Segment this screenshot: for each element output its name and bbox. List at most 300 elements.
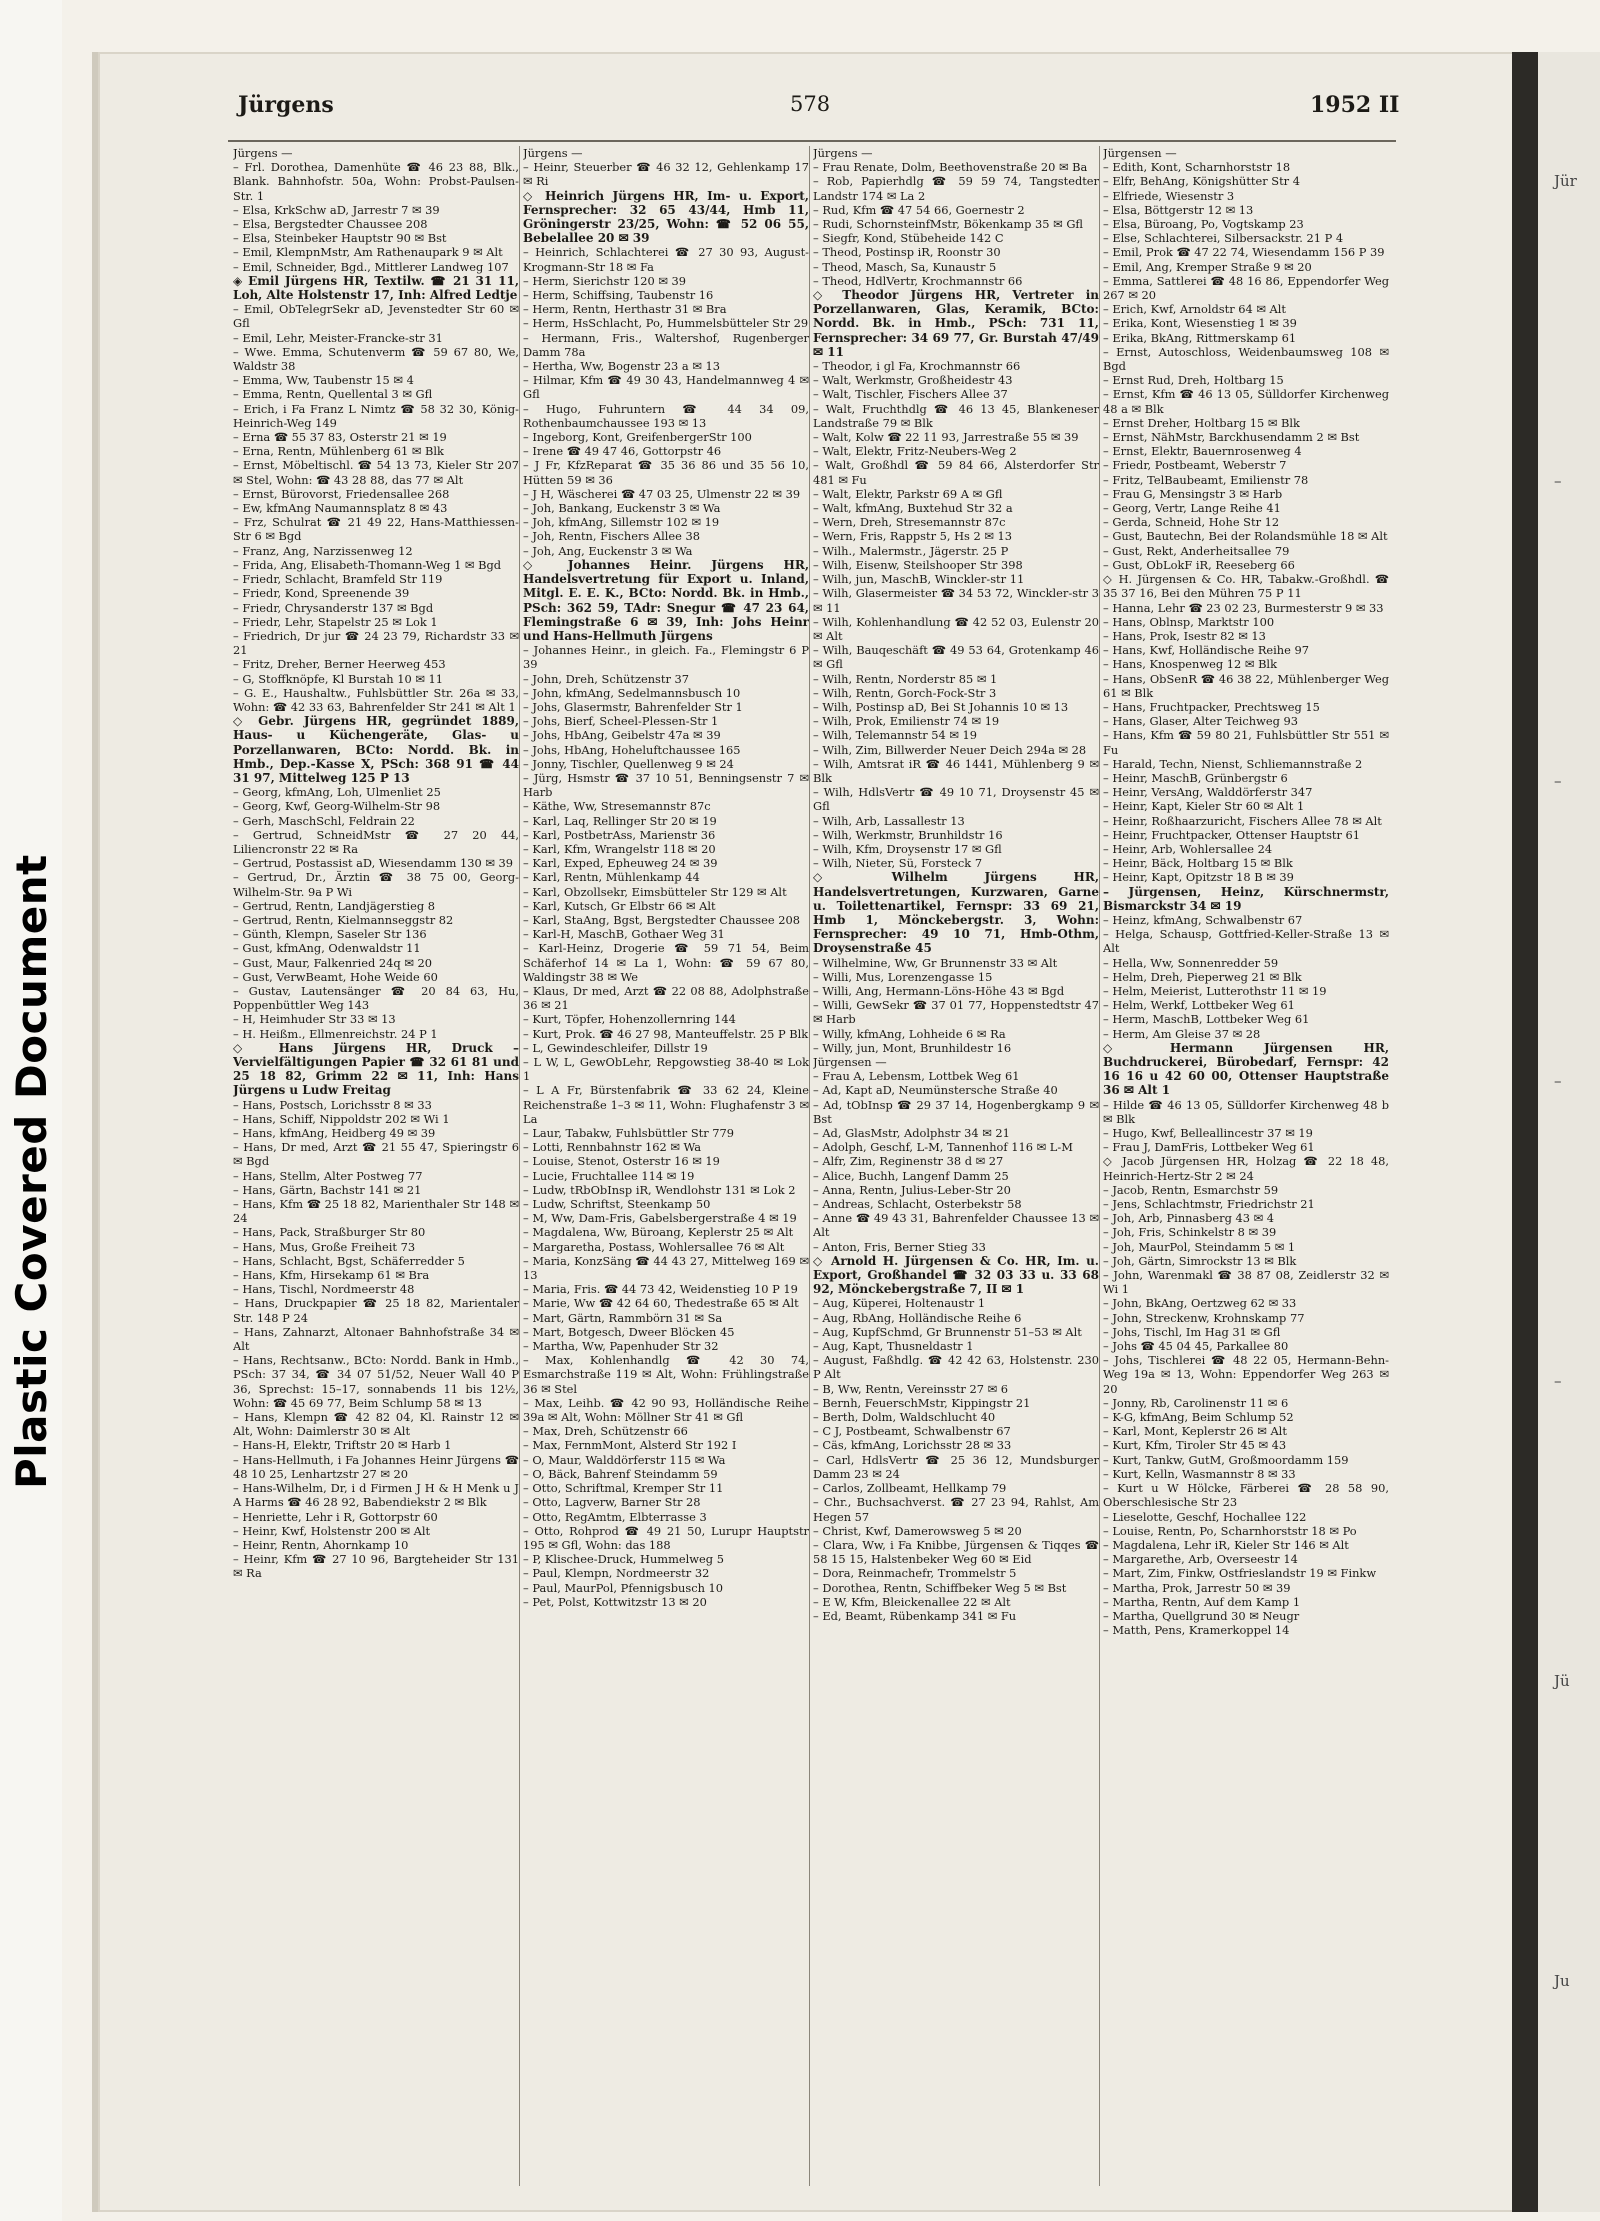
directory-entry: – Mart, Botgesch, Dweer Blöcken 45 [523,1324,735,1339]
directory-entry: – Gust, ObLokF iR, Reeseberg 66 [1103,557,1295,572]
directory-entry: – Louise, Rentn, Po, Scharnhorststr 18 ✉ Po [1103,1523,1357,1538]
directory-entry: – Theodor, i gl Fa, Krochmannstr 66 [813,359,1021,374]
directory-entry: – Kurt, Prok. ☎ 46 27 98, Manteuffelstr. 25 P Blk [523,1026,809,1041]
directory-entry: – Franz, Ang, Narzissenweg 12 [233,543,413,558]
directory-entry: – Pet, Polst, Kottwitzstr 13 ✉ 20 [523,1594,707,1609]
directory-entry: – Alice, Buchh, Langenf Damm 25 [813,1168,1009,1183]
directory-entry: – Frida, Ang, Elisabeth-Thomann-Weg 1 ✉ Bgd [233,557,502,572]
directory-entry: – Johs, Tischl, Im Hag 31 ✉ Gfl [1103,1324,1281,1339]
directory-entry: – Anna, Rentn, Julius-Leber-Str 20 [813,1182,1011,1197]
directory-entry: – Wilh, Telemannstr 54 ✉ 19 [813,728,978,743]
directory-entry: – Friedrich, Dr jur ☎ 24 23 79, Richardstr 33 ✉ 21 [233,628,519,658]
directory-entry: – E W, Kfm, Bleickenallee 22 ✉ Alt [813,1594,1011,1609]
directory-entry: – Emil, KlempnMstr, Am Rathenaupark 9 ✉ Alt [233,245,503,260]
directory-entry: – Ew, kfmAng Naumannsplatz 8 ✉ 43 [233,501,448,516]
directory-entry: – Hans, Mus, Große Freiheit 73 [233,1239,416,1254]
directory-entry: – Elsa, Steinbeker Hauptstr 90 ✉ Bst [233,231,447,246]
directory-entry: – Frl. Dorothea, Damenhüte ☎ 46 23 88, Blk., Blank. Bahnhofstr. 50a, Wohn: Probst-Paulsen-Str. 1 [233,160,519,203]
directory-entry: – Helm, Werkf, Lottbeker Weg 61 [1103,998,1295,1013]
directory-entry: – Gustav, Lautensänger ☎ 20 84 63, Hu, Poppenbüttler Weg 143 [233,983,519,1013]
directory-entry: Jürgens — [813,146,873,160]
directory-entry: – Gertrud, Rentn, Kielmannseggstr 82 [233,912,454,927]
directory-entry: – Erika, Kont, Wiesenstieg 1 ✉ 39 [1103,316,1297,331]
directory-entry: – Lotti, Rennbahnstr 162 ✉ Wa [523,1140,702,1155]
directory-entry: – Heinr, Bäck, Holtbarg 15 ✉ Blk [1103,856,1293,871]
directory-entry: – Joh, Arb, Pinnasberg 43 ✉ 4 [1103,1211,1275,1226]
directory-entry: – Margaretha, Postass, Wohlersallee 76 ✉ Alt [523,1239,785,1254]
plastic-covered-label: Plastic Covered Document [7,854,56,1489]
directory-entry: – Walt, Fruchthdlg ☎ 46 13 45, Blankeneser Landstraße 79 ✉ Blk [813,401,1099,430]
directory-entry: – Jacob, Rentn, Esmarchstr 59 [1103,1182,1279,1197]
directory-entry: – Käthe, Ww, Stresemannstr 87c [523,799,711,814]
directory-entry: – Hans, Schlacht, Bgst, Schäferredder 5 [233,1253,465,1268]
directory-entry: – Wilh, Eisenw, Steilshooper Str 398 [813,557,1023,572]
directory-entry: – Joh, Ang, Euckenstr 3 ✉ Wa [523,543,693,558]
directory-entry: – Aug, Kapt, Thusneldastr 1 [813,1339,974,1354]
directory-entry: – Elsa, KrkSchw aD, Jarrestr 7 ✉ 39 [233,202,440,217]
directory-entry: – Ernst, Bürovorst, Friedensallee 268 [233,486,450,501]
directory-entry: – Wilh, Amtsrat iR ☎ 46 1441, Mühlenberg 9 ✉ Blk [813,756,1099,785]
directory-entry: – Heinz, kfmAng, Schwalbenstr 67 [1103,912,1303,927]
directory-entry: – Andreas, Schlacht, Osterbekstr 58 [813,1197,1022,1212]
next-page-text: – [1554,1072,1562,1090]
directory-entry: – Dora, Reinmachefr, Trommelstr 5 [813,1566,1017,1581]
column-4 [1103,146,1389,2186]
directory-entry: – Karl-H, MaschB, Gothaer Weg 31 [523,927,725,942]
directory-entry: – Karl, PostbetrAss, Marienstr 36 [523,827,716,842]
directory-entry: – Gertrud, SchneidMstr ☎ 27 20 44, Liliencronstr 22 ✉ Ra [233,827,519,856]
directory-entry: – Hans, Rechtsanw., BCto: Nordd. Bank in Hmb., PSch: 37 34, ☎ 34 07 51/52, Neuer Wall 40 P 36, Sprechst: 15–17, sonnabends 11 bis 12½, Wohn: ☎ 45 69 77, Beim Schlump 58 ✉ 13 [233,1353,519,1410]
directory-entry: – Friedr, Chrysanderstr 137 ✉ Bgd [233,600,434,615]
directory-entry: – Martha, Quellgrund 30 ✉ Neugr [1103,1608,1300,1623]
directory-entry: – Hilmar, Kfm ☎ 49 30 43, Handelmannweg 4 ✉ Gfl [523,373,809,402]
directory-entry: – Wilh, Arb, Lassallestr 13 [813,813,965,828]
directory-entry: – Herm, Rentn, Herthastr 31 ✉ Bra [523,302,727,317]
directory-entry: – Elsa, Büroang, Po, Vogtskamp 23 [1103,217,1304,232]
directory-entry: – Hans, Zahnarzt, Altonaer Bahnhofstraße 34 ✉ Alt [233,1324,519,1354]
directory-entry: – Georg, Kwf, Georg-Wilhelm-Str 98 [233,799,441,814]
directory-entry: – Hans, ObSenR ☎ 46 38 22, Mühlenberger Weg 61 ✉ Blk [1103,671,1389,700]
directory-entry: – Kurt u W Hölcke, Färberei ☎ 28 58 90, Oberschlesische Str 23 [1103,1481,1389,1510]
directory-entry: – J H, Wäscherei ☎ 47 03 25, Ulmenstr 22 ✉ 39 [523,486,801,501]
directory-entry: – Emil, ObTelegrSekr aD, Jevenstedter Str 60 ✉ Gfl [233,302,519,331]
directory-entry: – Walt, Elektr, Fritz-Neubers-Weg 2 [813,444,1017,459]
directory-entry: – Henriette, Lehr i R, Gottorpstr 60 [233,1509,438,1524]
directory-entry: – Heinr, Fruchtpacker, Ottenser Hauptstr 61 [1103,827,1361,842]
directory-entry: – Wilh, Rentn, Norderstr 85 ✉ 1 [813,671,998,686]
directory-entry: – John, Warenmakl ☎ 38 87 08, Zeidlerstr 32 ✉ Wi 1 [1103,1268,1389,1297]
directory-entry: – Karl, Mont, Keplerstr 26 ✉ Alt [1103,1424,1287,1439]
page-number: 578 [790,92,831,116]
directory-entry: – Martha, Rentn, Auf dem Kamp 1 [1103,1594,1301,1609]
directory-entry: – Siegfr, Kond, Stübeheide 142 C [813,231,1004,246]
directory-entry: – Chr., Buchsachverst. ☎ 27 23 94, Rahlst, Am Hegen 57 [813,1495,1099,1524]
directory-entry: – Gust, kfmAng, Odenwaldstr 11 [233,941,421,956]
directory-entry: – August, Faßhdlg. ☎ 42 42 63, Holstenstr. 230 P Alt [813,1353,1099,1382]
running-head: Jürgens [238,92,334,118]
directory-entry: – Else, Schlachterei, Silbersackstr. 21 P 4 [1103,231,1344,246]
directory-entry: – Hans, Postsch, Lorichsstr 8 ✉ 33 [233,1097,432,1112]
directory-entry: – Hans-Wilhelm, Dr, i d Firmen J H & H Menk u J A Harms ☎ 46 28 92, Babendiekstr 2 ✉ Blk [233,1481,519,1510]
directory-entry: – Ernst, Möbeltischl. ☎ 54 13 73, Kieler Str 207 ✉ Stel, Wohn: ☎ 43 28 88, das 77 ✉ Alt [233,458,519,487]
directory-entry: – Johs, HbAng, Hoheluftchaussee 165 [523,742,741,757]
directory-entry: – Karl, Kutsch, Gr Elbstr 66 ✉ Alt [523,898,716,913]
directory-entry: – Hugo, Fuhruntern ☎ 44 34 09, Rothenbaumchaussee 193 ✉ 13 [523,401,809,430]
directory-entry: – Emma, Rentn, Quellental 3 ✉ Gfl [233,387,433,402]
directory-entry: – Hans, Klempn ☎ 42 82 04, Kl. Rainstr 12 ✉ Alt, Wohn: Daimlerstr 30 ✉ Alt [233,1410,519,1439]
directory-entry: – P, Klischee-Druck, Hummelweg 5 [523,1552,724,1567]
directory-entry: – Theod, HdlVertr, Krochmannstr 66 [813,273,1023,288]
directory-entry: – Friedr, Schlacht, Bramfeld Str 119 [233,572,443,587]
directory-entry: – Erna, Rentn, Mühlenberg 61 ✉ Blk [233,444,444,459]
directory-entry: – Heinr, Steuerber ☎ 46 32 12, Gehlenkamp 17 ✉ Ri [523,160,809,189]
directory-entry: – Wilh, Nieter, Sü, Forsteck 7 [813,856,983,871]
directory-entry: – Adolph, Geschf, L-M, Tannenhof 116 ✉ L-M [813,1140,1073,1155]
directory-entry: – Walt, Großhdl ☎ 59 84 66, Alsterdorfer Str 481 ✉ Fu [813,458,1099,487]
directory-entry: – Jürgensen, Heinz, Kürschnermstr, Bismarckstr 34 ✉ 19 [1103,884,1389,913]
directory-entry: – G, Stoffknöpfe, Kl Burstah 10 ✉ 11 [233,671,444,686]
directory-entry: – Joh, Bankang, Euckenstr 3 ✉ Wa [523,501,721,516]
directory-entry: ◇ Jacob Jürgensen HR, Holzag ☎ 22 18 48, Heinrich-Hertz-Str 2 ✉ 24 [1103,1154,1389,1183]
directory-entry: – Gertrud, Postassist aD, Wiesendamm 130 ✉ 39 [233,856,514,871]
directory-entry: – Mart, Zim, Finkw, Ostfrieslandstr 19 ✉ Finkw [1103,1566,1377,1581]
year-volume: 1952 II [1310,92,1400,118]
directory-entry: – Klaus, Dr med, Arzt ☎ 22 08 88, Adolphstraße 36 ✉ 21 [523,983,809,1013]
next-page-text: Ju [1554,1972,1570,1990]
directory-entry: – Wwe. Emma, Schutenverm ☎ 59 67 80, We, Waldstr 38 [233,344,519,374]
directory-entry: – Willi, Mus, Lorenzengasse 15 [813,969,993,984]
directory-entry: – Max, Kohlenhandlg ☎ 42 30 74, Esmarchstraße 119 ✉ Alt, Wohn: Frühlingstraße 36 ✉ Stel [523,1353,809,1396]
directory-entry: – Joh, Fris, Schinkelstr 8 ✉ 39 [1103,1225,1277,1240]
directory-entry: – Theod, Postinsp iR, Roonstr 30 [813,245,1001,260]
directory-entry: – Magdalena, Lehr iR, Kieler Str 146 ✉ Alt [1103,1537,1349,1552]
directory-entry: – Heinr, Roßhaarzuricht, Fischers Allee 78 ✉ Alt [1103,813,1382,828]
directory-entry: – Aug, KupfSchmd, Gr Brunnenstr 51–53 ✉ Alt [813,1324,1082,1339]
directory-entry: – Theod, Masch, Sa, Kunaustr 5 [813,259,997,274]
directory-entry: ◇ Johannes Heinr. Jürgens HR, Handelsvertretung für Export u. Inland, Mitgl. E. E. K., BCto: Nordd. Bk. in Hmb., PSch: 362 59, TAdr: Snegur ☎ 47 23 64, Flemingstraße 6 ✉ 39, Inh: Johs Heinr und Hans-Hellmuth Jürgens [523,557,809,643]
directory-entry: – Jürg, Hsmstr ☎ 37 10 51, Benningsenstr 7 ✉ Harb [523,770,809,800]
directory-entry: – Erich, Kwf, Arnoldstr 64 ✉ Alt [1103,302,1287,317]
directory-entry: – Herm, MaschB, Lottbeker Weg 61 [1103,1012,1310,1027]
directory-entry: – Alfr, Zim, Reginenstr 38 d ✉ 27 [813,1154,1004,1169]
directory-entry: – Irene ☎ 49 47 46, Gottorpstr 46 [523,444,722,459]
directory-entry: – Rob, Papierhdlg ☎ 59 59 74, Tangstedter Landstr 174 ✉ La 2 [813,174,1099,203]
directory-entry: – Rudi, SchornsteinfMstr, Bökenkamp 35 ✉ Gfl [813,217,1084,232]
next-page-text: – [1554,1372,1562,1390]
directory-entry: – Walt, Tischler, Fischers Allee 37 [813,387,1008,402]
directory-entry: Jürgensen — [1103,146,1177,160]
directory-entry: – Joh, kfmAng, Sillemstr 102 ✉ 19 [523,515,720,530]
directory-entry: – Hans, Tischl, Nordmeerstr 48 [233,1282,415,1297]
directory-entry: – Hans, Pack, Straßburger Str 80 [233,1225,426,1240]
column-1 [233,146,519,2186]
directory-entry: – Hugo, Kwf, Belleallincestr 37 ✉ 19 [1103,1126,1313,1141]
directory-entry: – Ernst, Kfm ☎ 46 13 05, Sülldorfer Kirchenweg 48 a ✉ Blk [1103,387,1389,416]
directory-entry: – Mart, Gärtn, Rammbörn 31 ✉ Sa [523,1310,723,1325]
directory-entry: – Walt, Werkmstr, Großheidestr 43 [813,373,1013,388]
directory-entry: – John, Dreh, Schützenstr 37 [523,671,690,686]
directory-entry: – Willi, GewSekr ☎ 37 01 77, Hoppenstedtstr 47 ✉ Harb [813,998,1099,1027]
directory-entry: – Wilh., Malermstr., Jägerstr. 25 P [813,543,1009,558]
directory-entry: – Friedr, Lehr, Stapelstr 25 ✉ Lok 1 [233,614,438,629]
directory-entry: – Hans, Oblnsp, Marktstr 100 [1103,614,1275,629]
directory-entry: – Heinr, Kwf, Holstenstr 200 ✉ Alt [233,1523,431,1538]
directory-entry: – Heinr, VersAng, Walddörferstr 347 [1103,785,1313,800]
column-divider [809,146,810,2186]
directory-entry: – Ad, tObInsp ☎ 29 37 14, Hogenbergkamp 9 ✉ Bst [813,1097,1099,1126]
directory-entry: – Maria, KonzSäng ☎ 44 43 27, Mittelweg 169 ✉ 13 [523,1253,809,1283]
directory-entry: – Wilh, Rentn, Gorch-Fock-Str 3 [813,685,997,700]
next-page-text: – [1554,772,1562,790]
directory-entry: – Hans, Kfm, Hirsekamp 61 ✉ Bra [233,1268,430,1283]
directory-entry: – Anton, Fris, Berner Stieg 33 [813,1239,986,1254]
directory-entry: – Wern, Fris, Rappstr 5, Hs 2 ✉ 13 [813,529,1013,544]
directory-entry: – Gertrud, Rentn, Landjägerstieg 8 [233,898,436,913]
directory-entry: – Georg, kfmAng, Loh, Ulmenliet 25 [233,785,441,800]
directory-entry: – Kurt, Kfm, Tiroler Str 45 ✉ 43 [1103,1438,1287,1453]
directory-entry: – Aug, Küperei, Holtenaustr 1 [813,1296,986,1311]
directory-entry: – Ad, Kapt aD, Neumünstersche Straße 40 [813,1083,1058,1098]
directory-entry: – Elfriede, Wiesenstr 3 [1103,188,1235,203]
directory-entry: – Joh, Gärtn, Simrockstr 13 ✉ Blk [1103,1253,1297,1268]
directory-entry: – Magdalena, Ww, Büroang, Keplerstr 25 ✉ Alt [523,1225,794,1240]
directory-entry: – Marie, Ww ☎ 42 64 60, Thedestraße 65 ✉ Alt [523,1296,799,1311]
directory-entry: – H, Heimhuder Str 33 ✉ 13 [233,1012,396,1027]
directory-entry: – Hans, Dr med, Arzt ☎ 21 55 47, Spieringstr 6 ✉ Bgd [233,1140,519,1169]
directory-entry: – Rud, Kfm ☎ 47 54 66, Goernestr 2 [813,202,1025,217]
directory-entry: – Joh, MaurPol, Steindamm 5 ✉ 1 [1103,1239,1296,1254]
directory-entry: – Helm, Dreh, Pieperweg 21 ✉ Blk [1103,969,1302,984]
directory-entry: – Ernst, NähMstr, Barckhusendamm 2 ✉ Bst [1103,430,1360,445]
directory-entry: Jürgens — [233,146,293,160]
directory-entry: – Gust, Maur, Falkenried 24q ✉ 20 [233,955,432,970]
directory-entry: – Hans, Kwf, Holländische Reihe 97 [1103,643,1309,658]
directory-entry: – Johs, HbAng, Geibelstr 47a ✉ 39 [523,728,721,743]
directory-entry: – Willy, kfmAng, Lohheide 6 ✉ Ra [813,1026,1006,1041]
directory-entry: – Emil, Ang, Kremper Straße 9 ✉ 20 [1103,259,1312,274]
directory-entry: – G. E., Haushaltw., Fuhlsbüttler Str. 26a ✉ 33, Wohn: ☎ 42 33 63, Bahrenfelder Str 241 ✉ Alt 1 [233,685,519,714]
directory-entry: – B, Ww, Rentn, Vereinsstr 27 ✉ 6 [813,1381,1009,1396]
directory-entry: – Frau Renate, Dolm, Beethovenstraße 20 ✉ Ba [813,160,1088,175]
directory-entry: – L W, L, GewObLehr, Repgowstieg 38-40 ✉ Lok 1 [523,1055,809,1084]
directory-entry: – Jens, Schlachtmstr, Friedrichstr 21 [1103,1197,1315,1212]
directory-entry: – Laur, Tabakw, Fuhlsbüttler Str 779 [523,1126,735,1141]
header-rule [228,140,1396,142]
directory-entry: – Berth, Dolm, Waldschlucht 40 [813,1410,996,1425]
directory-entry: – Walt, kfmAng, Buxtehud Str 32 a [813,501,1013,516]
column-3 [813,146,1099,2186]
directory-entry: – Ernst, Elektr, Bauernrosenweg 4 [1103,444,1302,459]
next-page-text: Jü [1554,1672,1570,1690]
directory-entry: – Hans, Knospenweg 12 ✉ Blk [1103,657,1277,672]
directory-entry: – Willy, jun, Mont, Brunhildestr 16 [813,1040,1012,1055]
directory-entry: – Maria, Fris. ☎ 44 73 42, Weidenstieg 10 P 19 [523,1282,798,1297]
directory-entry: – O, Maur, Walddörferstr 115 ✉ Wa [523,1452,726,1467]
column-divider [519,146,520,2186]
directory-entry: – Karl, Rentn, Mühlenkamp 44 [523,870,700,885]
directory-entry: – Otto, Lagverw, Barner Str 28 [523,1495,701,1510]
directory-entry: Jürgensen — [813,1055,887,1069]
directory-entry: – Anne ☎ 49 43 31, Bahrenfelder Chaussee 13 ✉ Alt [813,1211,1099,1240]
directory-entry: ◇ Wilhelm Jürgens HR, Handelsvertretungen, Kurzwaren, Garne u. Toilettenartikel, Fernspr: 33 69 21, Hmb 1, Mönckebergstr. 3, Wohn: Fernsprecher: 49 10 71, Hmb-Othm, Droysenstraße 45 [813,870,1099,956]
directory-entry: – Wilh, HdlsVertr ☎ 49 10 71, Droysenstr 45 ✉ Gfl [813,785,1099,814]
directory-entry: – Lieselotte, Geschf, Hochallee 122 [1103,1509,1307,1524]
directory-entry: – Hans, Druckpapier ☎ 25 18 82, Marientaler Str. 148 P 24 [233,1296,519,1325]
directory-entry: – Gerda, Schneid, Hohe Str 12 [1103,515,1280,530]
column-2 [523,146,809,2186]
directory-entry: – Fritz, TelBaubeamt, Emilienstr 78 [1103,472,1309,487]
directory-entry: – Helm, Meierist, Lutterothstr 11 ✉ 19 [1103,983,1327,998]
directory-entry: – Max, Dreh, Schützenstr 66 [523,1424,688,1439]
directory-entry: – Johs ☎ 45 04 45, Parkallee 80 [1103,1339,1289,1354]
directory-entry: – Carl, HdlsVertr ☎ 25 36 12, Mundsburger Damm 23 ✉ 24 [813,1452,1099,1481]
directory-entry: ◇ Arnold H. Jürgensen & Co. HR, Im. u. Export, Großhandel ☎ 32 03 33 u. 33 68 92, Mönckebergstraße 7, II ✉ 1 [813,1253,1099,1297]
directory-entry: – Georg, Vertr, Lange Reihe 41 [1103,501,1281,516]
column-divider [1099,146,1100,2186]
directory-entry: – Wilh, Bauqeschäft ☎ 49 53 64, Grotenkamp 46 ✉ Gfl [813,643,1099,672]
directory-entry: – Cäs, kfmAng, Lorichsstr 28 ✉ 33 [813,1438,1012,1453]
directory-entry: – Otto, Rohprod ☎ 49 21 50, Lurupr Hauptstr 195 ✉ Gfl, Wohn: das 188 [523,1523,809,1552]
directory-entry: – Walt, Elektr, Parkstr 69 A ✉ Gfl [813,486,1003,501]
directory-entry: – Erna ☎ 55 37 83, Osterstr 21 ✉ 19 [233,430,447,445]
directory-entry: – Karl, StaAng, Bgst, Bergstedter Chaussee 208 [523,912,800,927]
directory-entry: – Heinrich, Schlachterei ☎ 27 30 93, August-Krogmann-Str 18 ✉ Fa [523,245,809,274]
directory-entry: – Emma, Ww, Taubenstr 15 ✉ 4 [233,373,414,388]
directory-entry: – Kurt, Tankw, GutM, Großmoordamm 159 [1103,1452,1349,1467]
directory-entry: – Heinr, Kapt, Kieler Str 60 ✉ Alt 1 [1103,799,1305,814]
directory-entry: – Martha, Prok, Jarrestr 50 ✉ 39 [1103,1580,1291,1595]
directory-entry: – Erika, BkAng, Rittmerskamp 61 [1103,330,1297,345]
directory-entry: – Wilh, Postinsp aD, Bei St Johannis 10 ✉ 13 [813,699,1069,714]
directory-entry: – Heinr, Kapt, Opitzstr 18 B ✉ 39 [1103,870,1294,885]
directory-entry: – Hanna, Lehr ☎ 23 02 23, Burmesterstr 9 ✉ 33 [1103,600,1384,615]
directory-entry: – Emil, Prok ☎ 47 22 74, Wiesendamm 156 P 39 [1103,245,1385,260]
directory-entry: – Carlos, Zollbeamt, Hellkamp 79 [813,1481,1007,1496]
directory-entry: – Gust, Bautechn, Bei der Rolandsmühle 18 ✉ Alt [1103,529,1388,544]
directory-entry: – Hella, Ww, Sonnenredder 59 [1103,955,1279,970]
directory-entry: – Hertha, Ww, Bogenstr 23 a ✉ 13 [523,359,720,374]
directory-entry: – M, Ww, Dam-Fris, Gabelsbergerstraße 4 ✉ 19 [523,1211,797,1226]
directory-entry: – Herm, Sierichstr 120 ✉ 39 [523,273,686,288]
directory-entry: – Elsa, Bergstedter Chaussee 208 [233,217,428,232]
directory-entry: – Frau J, DamFris, Lottbeker Weg 61 [1103,1140,1315,1155]
directory-entry: – Clara, Ww, i Fa Knibbe, Jürgensen & Tiqqes ☎ 58 15 15, Halstenbeker Weg 60 ✉ Eid [813,1537,1099,1567]
directory-entry: – L A Fr, Bürstenfabrik ☎ 33 62 24, Kleine Reichenstraße 1–3 ✉ 11, Wohn: Flughafenstr 3 ✉ La [523,1083,809,1126]
directory-entry: – Heinr, Kfm ☎ 27 10 96, Bargteheider Str 131 ✉ Ra [233,1552,519,1581]
directory-entry: – Harald, Techn, Nienst, Schliemannstraße 2 [1103,756,1363,771]
directory-entry: – Ernst Rud, Dreh, Holtbarg 15 [1103,373,1284,388]
directory-entry: – Wilhelmine, Ww, Gr Brunnenstr 33 ✉ Alt [813,955,1058,970]
directory-entry: – Johs, Tischlerei ☎ 48 22 05, Hermann-Behn-Weg 19a ✉ 13, Wohn: Eppendorfer Weg 263 ✉ 20 [1103,1353,1389,1396]
directory-entry: – Ingeborg, Kont, GreifenbergerStr 100 [523,430,752,445]
directory-entry: – K-G, kfmAng, Beim Schlump 52 [1103,1410,1294,1425]
directory-entry: – Dorothea, Rentn, Schiffbeker Weg 5 ✉ Bst [813,1580,1067,1595]
directory-entry: – Hans, Kfm ☎ 59 80 21, Fuhlsbüttler Str 551 ✉ Fu [1103,728,1389,757]
directory-entry: – Wilh, Kohlenhandlung ☎ 42 52 03, Eulenstr 20 ✉ Alt [813,614,1099,643]
directory-entry: ◇ Heinrich Jürgens HR, Im- u. Export, Fernsprecher: 32 65 43/44, Hmb 11, Gröningerstr 23/25, Wohn: ☎ 52 06 55, Bebelallee 20 ✉ 39 [523,188,809,246]
directory-entry: – Louise, Stenot, Osterstr 16 ✉ 19 [523,1154,720,1169]
directory-entry: – Gust, VerwBeamt, Hohe Weide 60 [233,969,438,984]
directory-entry: – Kurt, Kelln, Wasmannstr 8 ✉ 33 [1103,1466,1296,1481]
directory-entry: – Ernst Dreher, Holtbarg 15 ✉ Blk [1103,415,1300,430]
directory-entry: – Wilh, Glasermeister ☎ 34 53 72, Winckler-str 3 ✉ 11 [813,586,1099,615]
directory-entry: – Herm, Am Gleise 37 ✉ 28 [1103,1026,1261,1041]
directory-entry: ◇ Gebr. Jürgens HR, gegründet 1889, Haus- u Küchengeräte, Glas- u Porzellanwaren, BCto: Nordd. Bk. in Hmb., Dep.-Kasse X, PSch: 368 91 ☎ 44 31 97, Mittelweg 125 P 13 [233,714,519,785]
next-page-text: – [1554,472,1562,490]
directory-entry: – Johannes Heinr., in gleich. Fa., Flemingstr 6 P 39 [523,643,809,672]
directory-entry: – Jonny, Rb, Carolinenstr 11 ✉ 6 [1103,1395,1289,1410]
directory-entry: – John, Streckenw, Krohnskamp 77 [1103,1310,1305,1325]
directory-entry: – Karl, Exped, Epheuweg 24 ✉ 39 [523,856,718,871]
directory-entry: – Elsa, Böttgerstr 12 ✉ 13 [1103,202,1254,217]
directory-entry: – Frz, Schulrat ☎ 21 49 22, Hans-Matthiessen-Str 6 ✉ Bgd [233,515,519,544]
directory-entry: – Paul, Klempn, Nordmeerstr 32 [523,1566,710,1581]
directory-entry: – Elfr, BehAng, Königshütter Str 4 [1103,174,1300,189]
directory-entry: – Hans, Kfm ☎ 25 18 82, Marienthaler Str 148 ✉ 24 [233,1197,519,1226]
directory-entry: – H. Heißm., Ellmenreichstr. 24 P 1 [233,1026,438,1041]
directory-entry: – Margarethe, Arb, Overseestr 14 [1103,1552,1298,1567]
directory-entry: – Max, Leihb. ☎ 42 90 93, Holländische Reihe 39a ✉ Alt, Wohn: Möllner Str 41 ✉ Gfl [523,1395,809,1425]
directory-entry: – Hans, Prok, Isestr 82 ✉ 13 [1103,628,1266,643]
directory-entry: – Jonny, Tischler, Quellenweg 9 ✉ 24 [523,756,734,771]
directory-entry: – John, BkAng, Oertzweg 62 ✉ 33 [1103,1296,1297,1311]
directory-entry: – Ludw, Schriftst, Steenkamp 50 [523,1197,711,1212]
directory-entry: – Hans-H, Elektr, Triftstr 20 ✉ Harb 1 [233,1438,452,1453]
directory-entry: – Wilh, Prok, Emilienstr 74 ✉ 19 [813,714,1000,729]
page-gutter [1512,52,1538,2212]
next-page-text: Jür [1554,172,1577,190]
directory-entry: – Hans, Fruchtpacker, Prechtsweg 15 [1103,699,1320,714]
page-header [140,92,1400,132]
directory-entry: – Aug, RbAng, Holländische Reihe 6 [813,1310,1022,1325]
directory-entry: – Otto, RegAmtm, Elbterrasse 3 [523,1509,707,1524]
directory-entry: – Hans, Schiff, Nippoldstr 202 ✉ Wi 1 [233,1111,450,1126]
directory-entry: – Gust, Rekt, Anderheitsallee 79 [1103,543,1290,558]
directory-entry: – Edith, Kont, Scharnhorststr 18 [1103,160,1291,175]
directory-entry: – Gertrud, Dr., Ärztin ☎ 38 75 00, Georg-Wilhelm-Str. 9a P Wi [233,870,519,899]
directory-entry: Jürgens — [523,146,583,160]
directory-entry: – Wilh, Zim, Billwerder Neuer Deich 294a ✉ 28 [813,742,1087,757]
directory-entry: – Emil, Schneider, Bgd., Mittlerer Landweg 107 [233,259,509,274]
directory-entry: – Hans, Stellm, Alter Postweg 77 [233,1168,423,1183]
directory-entry: – Helga, Schausp, Gottfried-Keller-Straße 13 ✉ Alt [1103,927,1389,956]
directory-entry: – Joh, Rentn, Fischers Allee 38 [523,529,700,544]
directory-entry: – Fritz, Dreher, Berner Heerweg 453 [233,657,446,672]
directory-entry: – Karl, Kfm, Wrangelstr 118 ✉ 20 [523,841,716,856]
directory-entry: ◇ Hans Jürgens HR, Druck – Vervielfältigungen Papier ☎ 32 61 81 und 25 18 82, Grimm 22 ✉ 11, Inh: Hans Jürgens u Ludw Freitag [233,1040,519,1098]
directory-entry: – Max, FernmMont, Alsterd Str 192 I [523,1438,737,1453]
directory-entry: ◇ H. Jürgensen & Co. HR, Tabakw.-Großhdl. ☎ 35 37 16, Bei den Mühren 75 P 11 [1103,572,1389,601]
directory-entry: – Wilh, jun, MaschB, Winckler-str 11 [813,572,1025,587]
directory-entry: ◈ Emil Jürgens HR, Textilw. ☎ 21 31 11, Loh, Alte Holstenstr 17, Inh: Alfred Ledtje [233,273,519,303]
directory-entry: – Wern, Dreh, Stresemannstr 87c [813,515,1006,530]
directory-entry: – Johs, Bierf, Scheel-Plessen-Str 1 [523,714,719,729]
directory-entry: – Hans, kfmAng, Heidberg 49 ✉ 39 [233,1126,436,1141]
directory-entry: – Kurt, Töpfer, Hohenzollernring 144 [523,1012,736,1027]
directory-entry: – Christ, Kwf, Damerowsweg 5 ✉ 20 [813,1523,1022,1538]
directory-entry: – Herm, HsSchlacht, Po, Hummelsbütteler Str 29 [523,316,809,331]
directory-entry: – Karl, Obzollsekr, Eimsbütteler Str 129 ✉ Alt [523,884,787,899]
directory-entry: – Friedr, Postbeamt, Weberstr 7 [1103,458,1287,473]
directory-entry: – Gerh, MaschSchl, Feldrain 22 [233,813,415,828]
directory-entry: – Emma, Sattlerei ☎ 48 16 86, Eppendorfer Weg 267 ✉ 20 [1103,273,1389,303]
directory-entry: – Paul, MaurPol, Pfennigsbusch 10 [523,1580,724,1595]
directory-entry: – Friedr, Kond, Spreenende 39 [233,586,410,601]
directory-entry: – Wilh, Werkmstr, Brunhildstr 16 [813,827,1003,842]
directory-entry: – Frau A, Lebensm, Lottbek Weg 61 [813,1069,1020,1084]
directory-entry: – Ernst, Autoschloss, Weidenbaumsweg 108 ✉ Bgd [1103,344,1389,374]
directory-entry: – Karl-Heinz, Drogerie ☎ 59 71 54, Beim Schäferhof 14 ✉ La 1, Wohn: ☎ 59 67 80, Waldingstr 38 ✉ We [523,941,809,984]
